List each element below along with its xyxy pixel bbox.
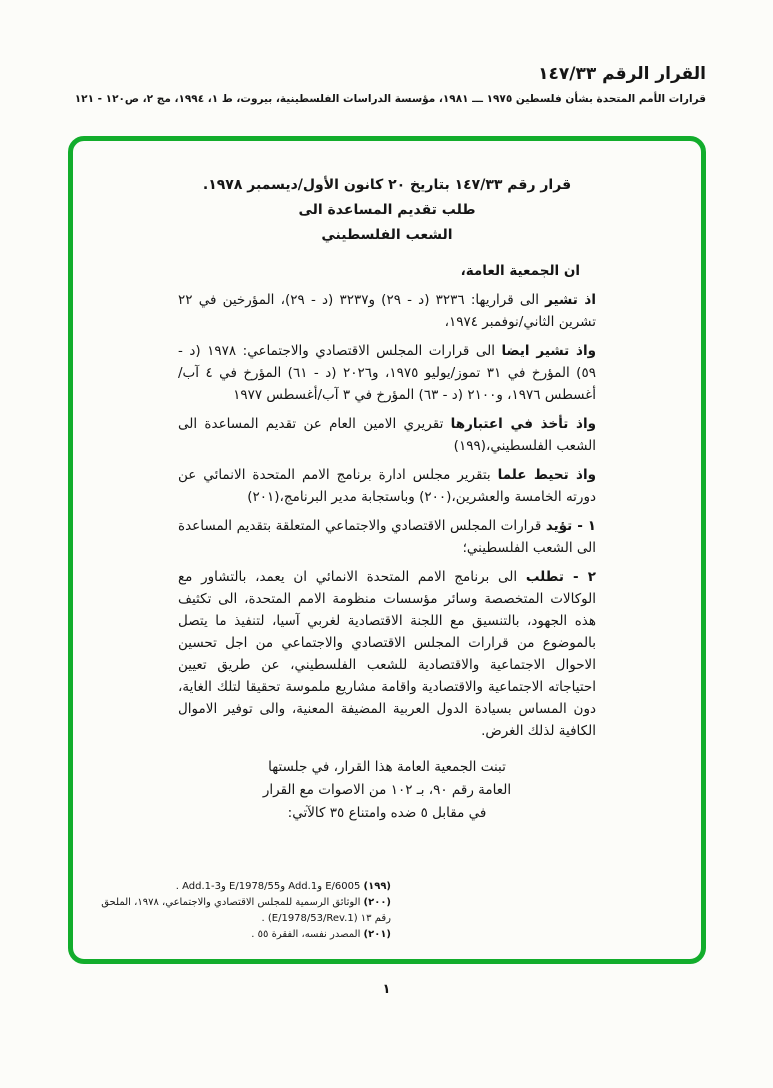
footnote-number: (٢٠١): [363, 929, 391, 940]
resolution-subtitle-line2: الشعب الفلسطيني: [321, 227, 453, 243]
paragraph-takes-note: [178, 464, 596, 508]
header-source-citation: قرارات الأمم المتحدة بشأن فلسطين ١٩٧٥ ـــ ١٩٨١، مؤسسة الدراسات الفلسطينية، بيروت، ط ١، ١٩٩٤، مج ٢، ص١٢٠ - ١٢١: [74, 93, 706, 105]
paragraph-lead: اذ تشير: [545, 292, 596, 308]
paragraph-operative-1: [178, 515, 596, 559]
footnote-text: E/6005 وAdd.1 وE/1978/55 وAdd.1-3 .: [175, 881, 364, 892]
paragraph-operative-2: [178, 566, 596, 742]
footnote-text: المصدر نفسه، الفقرة ٥٥ .: [251, 929, 364, 940]
page-number: ١: [382, 982, 391, 997]
resolution-title-line: قرار رقم ١٤٧/٣٣ بتاريخ ٢٠ كانون الأول/ديسمبر ١٩٧٨.: [202, 177, 572, 193]
paragraph-lead: واذ تحيط علما: [497, 467, 596, 483]
paragraph-lead: ١ - تؤيد: [545, 518, 597, 534]
paragraph-text: قرارات المجلس الاقتصادي والاجتماعي المتعلقة بتقديم المساعدة الى الشعب الفلسطيني؛: [178, 518, 596, 556]
paragraph-text: تقريري الامين العام عن تقديم المساعدة الى الشعب الفلسطيني،(١٩٩): [178, 416, 596, 454]
paragraph-text: الى قرارات المجلس الاقتصادي والاجتماعي: ١٩٧٨ (د - ٥٩) المؤرخ في ٣١ تموز/يوليو ١٩٧٥، و٢٠٢٦ (د - ٦١) المؤرخ في ٤ آب/أغسطس ١٩٧٦، و٢١٠٠ (د - ٦٣) المؤرخ في ٣ آب/أغسطس ١٩٧٧: [178, 343, 596, 403]
paragraph-lead: واذ تأخذ في اعتبارها: [450, 416, 596, 432]
paragraph-lead: واذ تشير ايضا: [501, 343, 596, 359]
paragraph-recalls: [178, 289, 596, 333]
page-header: [67, 64, 706, 105]
footnotes-block: [91, 879, 685, 943]
adoption-vote-note: تبنت الجمعية العامة هذا القرار، في جلستها العامة رقم ٩٠، بـ ١٠٢ من الاصوات مع القرار في مقابل ٥ ضده وامتناع ٣٥ كالآتي:: [262, 759, 512, 821]
resolution-subtitle-line1: طلب تقديم المساعدة الى: [298, 202, 476, 218]
footnote-200: [91, 895, 391, 927]
document-text-column: [178, 173, 596, 825]
paragraph-lead: ٢ - تطلب: [525, 569, 597, 585]
footnote-199: [91, 879, 391, 895]
paragraph-takes-into-account: [178, 413, 596, 457]
paragraph-text: بتقرير مجلس ادارة برنامج الامم المتحدة الانمائي عن دورته الخامسة والعشرين،(٢٠٠) وباستجابة مدير البرنامج،(٢٠١): [178, 467, 596, 505]
resolution-title-block: [178, 173, 596, 248]
footnote-201: [91, 927, 391, 943]
document-frame: [68, 136, 706, 964]
footnote-text: الوثائق الرسمية للمجلس الاقتصادي والاجتماعي، ١٩٧٨، الملحق رقم ١٣ (E/1978/53/Rev.1) .: [101, 897, 391, 924]
preamble-intro: ان الجمعية العامة،: [460, 263, 580, 279]
paragraph-text: الى برنامج الامم المتحدة الانمائي ان يعمد، بالتشاور مع الوكالات المتخصصة وسائر مؤسسات منظومة الامم المتحدة، الى تكثيف هذه الجهود، بالتنسيق مع اللجنة الاقتصادية لغربي آسيا، لتنفيذ ما يتصل بالموضوع من قرارات المجلس الاقتصادي والاجتماعي من اجل تحسين الاحوال الاجتماعية والاقتصادية للشعب الفلسطيني، عن طريق تعيين احتياجاته الاجتماعية والاقتصادية واقامة مشاريع ملموسة تحقيقا لتلك الغاية، دون المساس بسيادة الدول العربية المضيفة المعنية، والى توفير الاموال الكافية لذلك الغرض.: [178, 569, 596, 739]
paragraph-recalls-also: [178, 340, 596, 406]
footnote-number: (١٩٩): [363, 881, 391, 892]
paragraph-text: الى قراريها: ٣٢٣٦ (د - ٢٩) و٣٢٣٧ (د - ٢٩)، المؤرخين في ٢٢ تشرين الثاني/نوفمبر ١٩٧٤،: [178, 292, 596, 330]
footnote-number: (٢٠٠): [363, 897, 391, 908]
header-resolution-number: القرار الرقم ١٤٧/٣٣: [538, 64, 706, 84]
